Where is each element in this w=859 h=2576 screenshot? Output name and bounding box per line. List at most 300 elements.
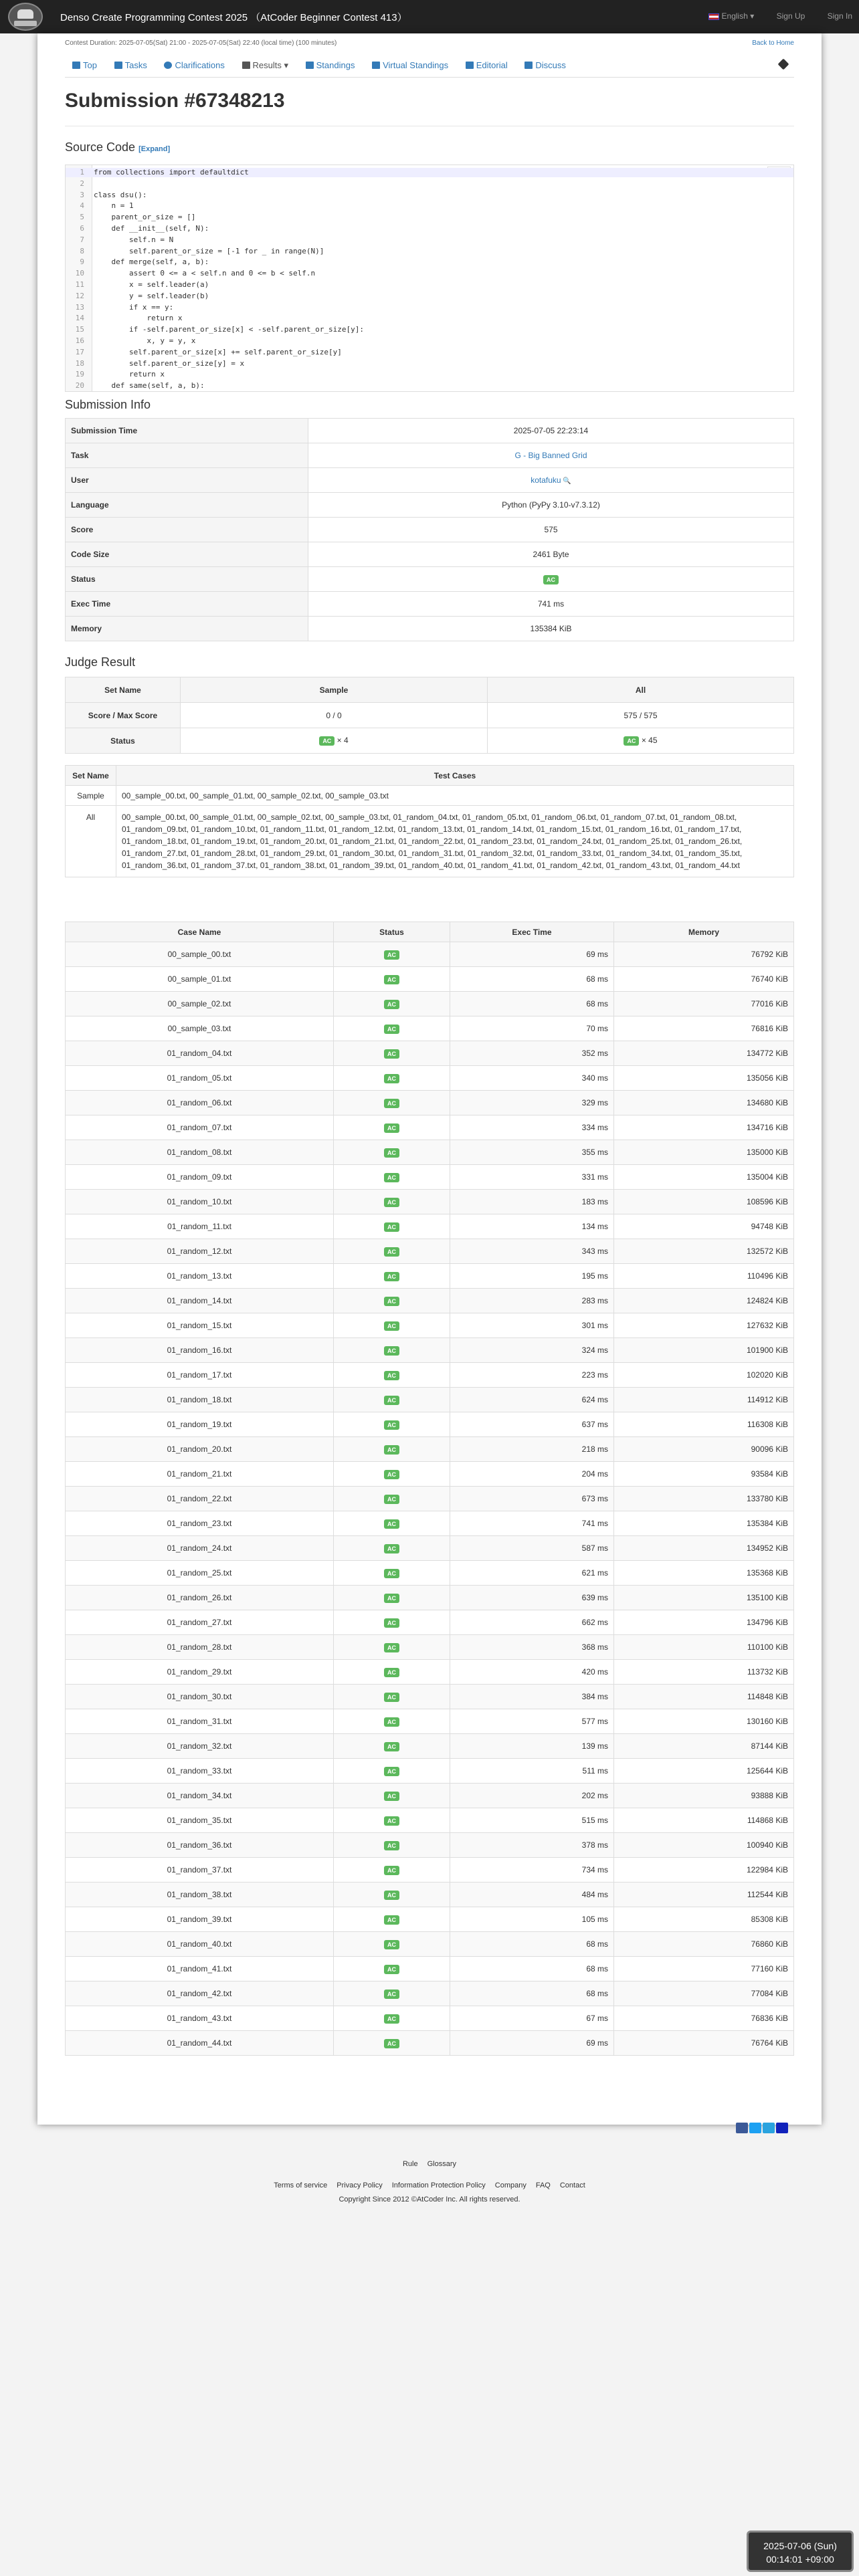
case-exec-time: 741 ms — [450, 1511, 614, 1536]
case-memory: 127632 KiB — [614, 1313, 794, 1338]
case-status — [334, 1586, 450, 1610]
source-code-block[interactable] — [65, 165, 794, 392]
home-icon — [72, 62, 80, 69]
case-name: 01_random_09.txt — [66, 1165, 334, 1190]
case-memory: 94748 KiB — [614, 1214, 794, 1239]
case-exec-time: 340 ms — [450, 1066, 614, 1091]
table-row — [66, 992, 794, 1016]
case-exec-time: 624 ms — [450, 1388, 614, 1412]
code-line — [66, 257, 793, 267]
back-to-home-link[interactable]: Back to Home — [752, 39, 794, 47]
table-row — [66, 1610, 794, 1635]
code-line — [66, 247, 793, 256]
case-status — [334, 1437, 450, 1462]
line-number: 20 — [75, 381, 84, 391]
info-value: 741 ms — [308, 592, 794, 617]
ac-badge: AC — [384, 1569, 399, 1578]
line-number: 5 — [80, 213, 84, 222]
case-name: 01_random_35.txt — [66, 1808, 334, 1833]
case-name: 01_random_17.txt — [66, 1363, 334, 1388]
fixed-clock — [747, 2531, 854, 2572]
ac-badge: AC — [384, 1049, 399, 1059]
user-link[interactable]: kotafuku — [531, 475, 561, 485]
footer-link[interactable]: FAQ — [535, 2181, 551, 2189]
case-memory: 116308 KiB — [614, 1412, 794, 1437]
case-status — [334, 1041, 450, 1066]
case-exec-time: 283 ms — [450, 1289, 614, 1313]
clock-date: 2025-07-06 (Sun) — [763, 2541, 837, 2551]
case-exec-time: 68 ms — [450, 1957, 614, 1981]
code-line — [66, 224, 793, 233]
line-number: 17 — [75, 347, 84, 356]
case-memory: 134772 KiB — [614, 1041, 794, 1066]
table-row — [66, 1487, 794, 1511]
tab-results[interactable]: Results ▾ — [235, 53, 296, 78]
case-exec-time: 334 ms — [450, 1115, 614, 1140]
case-exec-time: 68 ms — [450, 1981, 614, 2006]
table-row — [66, 1833, 794, 1858]
table-row — [66, 542, 794, 567]
ac-badge: AC — [384, 1940, 399, 1949]
case-name: 01_random_06.txt — [66, 1091, 334, 1115]
case-exec-time: 67 ms — [450, 2006, 614, 2031]
table-row — [66, 1561, 794, 1586]
case-status — [334, 1833, 450, 1858]
table-row — [66, 617, 794, 641]
ac-badge: AC — [384, 1544, 399, 1553]
ac-badge: AC — [384, 1742, 399, 1751]
ac-badge: AC — [543, 575, 559, 584]
results-icon — [242, 62, 250, 69]
ac-badge: AC — [384, 1074, 399, 1083]
sets-header-name: Set Name — [66, 766, 116, 786]
case-memory: 134796 KiB — [614, 1610, 794, 1635]
case-name: 01_random_39.txt — [66, 1907, 334, 1932]
table-row — [66, 922, 794, 942]
table-row — [66, 1660, 794, 1685]
case-status — [334, 1338, 450, 1363]
line-number: 7 — [80, 235, 84, 244]
table-row — [66, 942, 794, 967]
case-status — [334, 1462, 450, 1487]
case-status — [334, 1115, 450, 1140]
score-all: 575 / 575 — [488, 703, 794, 728]
page-title: Submission #67348213 — [65, 90, 285, 112]
info-value: 2025-07-05 22:23:14 — [308, 419, 794, 443]
code-text: return x — [94, 370, 165, 379]
case-status — [334, 992, 450, 1016]
case-memory: 76764 KiB — [614, 2031, 794, 2056]
case-name: 01_random_33.txt — [66, 1759, 334, 1784]
table-row — [66, 1734, 794, 1759]
code-line — [66, 280, 793, 290]
search-icon[interactable]: 🔍 — [561, 477, 571, 485]
top-right-menu — [688, 11, 852, 21]
tab-standings[interactable]: Standings — [298, 53, 363, 78]
case-memory: 114868 KiB — [614, 1808, 794, 1833]
case-memory: 102020 KiB — [614, 1363, 794, 1388]
ac-badge: AC — [384, 1198, 399, 1207]
ac-badge: AC — [384, 1173, 399, 1182]
table-row — [66, 1140, 794, 1165]
footer-link[interactable]: Rule — [402, 2160, 418, 2168]
case-status — [334, 1685, 450, 1709]
table-row — [66, 1016, 794, 1041]
case-exec-time: 68 ms — [450, 967, 614, 992]
case-status — [334, 1239, 450, 1264]
facebook-icon[interactable] — [736, 2123, 748, 2133]
table-row — [66, 1536, 794, 1561]
table-row — [66, 1388, 794, 1412]
case-exec-time: 577 ms — [450, 1709, 614, 1734]
case-memory: 114848 KiB — [614, 1685, 794, 1709]
table-row — [66, 1190, 794, 1214]
ac-badge: AC — [384, 1792, 399, 1801]
case-exec-time: 352 ms — [450, 1041, 614, 1066]
line-number: 9 — [80, 257, 84, 267]
ac-badge: AC — [384, 1693, 399, 1702]
source-code-heading: Source Code [Expand] — [65, 140, 171, 154]
code-text: assert 0 <= a < self.n and 0 <= b < self.n — [94, 269, 316, 278]
case-exec-time: 384 ms — [450, 1685, 614, 1709]
case-memory: 134716 KiB — [614, 1115, 794, 1140]
case-exec-time: 420 ms — [450, 1660, 614, 1685]
ac-badge: AC — [384, 1618, 399, 1628]
case-memory: 133780 KiB — [614, 1487, 794, 1511]
table-row — [66, 1239, 794, 1264]
code-line — [66, 292, 793, 301]
line-number: 11 — [75, 280, 84, 289]
line-number: 12 — [75, 291, 84, 300]
table-row — [66, 1338, 794, 1363]
case-memory: 124824 KiB — [614, 1289, 794, 1313]
code-text: parent_or_size = [] — [94, 213, 196, 222]
tab-tasks[interactable]: Tasks — [107, 53, 155, 78]
table-row — [66, 967, 794, 992]
cases-header: Exec Time — [450, 922, 614, 942]
twitter-icon[interactable] — [749, 2123, 761, 2133]
code-line — [66, 325, 793, 334]
ac-badge: AC — [384, 1123, 399, 1133]
code-text: return x — [94, 314, 183, 323]
list-icon — [114, 62, 122, 69]
case-exec-time: 484 ms — [450, 1883, 614, 1907]
code-line — [66, 381, 793, 391]
table-row — [66, 1759, 794, 1784]
expand-link[interactable]: [Expand] — [138, 145, 171, 153]
test-cases-table — [65, 922, 794, 2056]
submission-info-table — [65, 418, 794, 641]
signin-link[interactable]: Sign In — [827, 11, 852, 21]
line-number: 15 — [75, 325, 84, 334]
telegram-icon[interactable] — [763, 2123, 775, 2133]
code-text: x, y = y, x — [94, 336, 196, 345]
case-memory: 77084 KiB — [614, 1981, 794, 2006]
case-status — [334, 1536, 450, 1561]
info-label: Task — [66, 443, 308, 468]
table-row — [66, 1635, 794, 1660]
case-name: 01_random_25.txt — [66, 1561, 334, 1586]
case-exec-time: 69 ms — [450, 942, 614, 967]
case-name: 00_sample_02.txt — [66, 992, 334, 1016]
code-text: class dsu(): — [94, 190, 147, 199]
case-status — [334, 1066, 450, 1091]
line-number: 8 — [80, 246, 84, 255]
pin-icon[interactable] — [778, 59, 789, 70]
ac-badge: AC — [384, 975, 399, 984]
case-memory: 113732 KiB — [614, 1660, 794, 1685]
tab-editorial[interactable]: Editorial — [458, 53, 515, 78]
case-status — [334, 942, 450, 967]
footer-link[interactable]: Contact — [559, 2181, 585, 2189]
ac-badge: AC — [384, 1816, 399, 1826]
case-exec-time: 70 ms — [450, 1016, 614, 1041]
case-exec-time: 734 ms — [450, 1858, 614, 1883]
case-exec-time: 621 ms — [450, 1561, 614, 1586]
info-value: Python (PyPy 3.10-v7.3.12) — [308, 493, 794, 518]
case-exec-time: 195 ms — [450, 1264, 614, 1289]
line-number: 10 — [75, 269, 84, 278]
table-row — [66, 1808, 794, 1833]
sort-icon — [372, 62, 380, 69]
judge-result-table — [65, 677, 794, 754]
table-row — [66, 1981, 794, 2006]
ac-badge: AC — [384, 1841, 399, 1850]
case-status — [334, 1561, 450, 1586]
code-text: y = self.leader(b) — [94, 291, 209, 300]
judge-header-sample: Sample — [181, 677, 488, 703]
code-text: self.parent_or_size[x] += self.parent_or_size[y] — [94, 347, 342, 356]
footer-link[interactable]: Company — [494, 2181, 527, 2189]
case-name: 01_random_31.txt — [66, 1709, 334, 1734]
table-row — [66, 1709, 794, 1734]
tab-discuss[interactable]: Discuss — [517, 53, 573, 78]
table-row — [66, 2006, 794, 2031]
table-row — [66, 1784, 794, 1808]
tab-clarifications[interactable]: Clarifications — [157, 53, 231, 78]
signup-link[interactable]: Sign Up — [776, 11, 805, 21]
case-memory: 85308 KiB — [614, 1907, 794, 1932]
info-link — [308, 443, 794, 468]
line-number: 4 — [80, 201, 84, 211]
case-name: 01_random_08.txt — [66, 1140, 334, 1165]
case-memory: 122984 KiB — [614, 1858, 794, 1883]
table-row — [66, 1363, 794, 1388]
ac-badge: AC — [384, 1594, 399, 1603]
case-status — [334, 1016, 450, 1041]
case-name: 01_random_44.txt — [66, 2031, 334, 2056]
code-text: x = self.leader(a) — [94, 280, 209, 289]
ac-badge: AC — [384, 1420, 399, 1430]
code-line — [66, 179, 793, 189]
case-name: 01_random_20.txt — [66, 1437, 334, 1462]
case-name: 01_random_07.txt — [66, 1115, 334, 1140]
table-row — [66, 1883, 794, 1907]
question-icon — [164, 62, 172, 69]
table-row — [66, 1462, 794, 1487]
line-number: 1 — [80, 168, 84, 177]
case-memory: 134952 KiB — [614, 1536, 794, 1561]
ac-badge: AC — [384, 1891, 399, 1900]
case-status — [334, 1610, 450, 1635]
line-number: 18 — [75, 358, 84, 368]
table-row — [66, 468, 794, 493]
case-exec-time: 218 ms — [450, 1437, 614, 1462]
table-row — [66, 592, 794, 617]
case-memory: 130160 KiB — [614, 1709, 794, 1734]
table-row — [66, 518, 794, 542]
footer-link[interactable]: Privacy Policy — [337, 2181, 383, 2189]
case-name: 00_sample_01.txt — [66, 967, 334, 992]
case-name: 01_random_28.txt — [66, 1635, 334, 1660]
sort-icon — [306, 62, 314, 69]
case-name: 01_random_43.txt — [66, 2006, 334, 2031]
case-memory: 76792 KiB — [614, 942, 794, 967]
case-name: 01_random_11.txt — [66, 1214, 334, 1239]
case-name: 01_random_42.txt — [66, 1981, 334, 2006]
set-name: All — [66, 806, 116, 877]
task-link[interactable]: G - Big Banned Grid — [514, 451, 587, 460]
case-status — [334, 1759, 450, 1784]
case-name: 01_random_41.txt — [66, 1957, 334, 1981]
table-row — [66, 766, 794, 786]
code-text: self.parent_or_size[y] = x — [94, 358, 245, 368]
ac-badge: AC — [384, 1668, 399, 1677]
tab-virtual-standings[interactable]: Virtual Standings — [365, 53, 456, 78]
case-memory: 108596 KiB — [614, 1190, 794, 1214]
test-sets-table — [65, 765, 794, 877]
case-name: 01_random_36.txt — [66, 1833, 334, 1858]
case-exec-time: 134 ms — [450, 1214, 614, 1239]
case-memory: 87144 KiB — [614, 1734, 794, 1759]
line-number: 2 — [80, 179, 84, 188]
case-name: 01_random_05.txt — [66, 1066, 334, 1091]
case-exec-time: 587 ms — [450, 1536, 614, 1561]
case-memory: 112544 KiB — [614, 1883, 794, 1907]
case-name: 01_random_34.txt — [66, 1784, 334, 1808]
footer-link[interactable]: Terms of service — [274, 2181, 328, 2189]
code-line — [66, 213, 793, 222]
info-label: Memory — [66, 617, 308, 641]
case-name: 01_random_04.txt — [66, 1041, 334, 1066]
info-label: Exec Time — [66, 592, 308, 617]
share-buttons — [735, 2123, 795, 2133]
footer-link[interactable]: Information Protection Policy — [391, 2181, 486, 2189]
case-name: 01_random_21.txt — [66, 1462, 334, 1487]
copyright: Copyright Since 2012 ©AtCoder Inc. All rights reserved. — [339, 2195, 520, 2204]
case-status — [334, 1907, 450, 1932]
table-row — [66, 1511, 794, 1536]
case-status — [334, 1784, 450, 1808]
case-exec-time: 331 ms — [450, 1165, 614, 1190]
case-status — [334, 1883, 450, 1907]
case-exec-time: 329 ms — [450, 1091, 614, 1115]
case-memory: 110100 KiB — [614, 1635, 794, 1660]
code-line — [66, 348, 793, 357]
tab-top[interactable]: Top — [65, 53, 104, 78]
case-name: 01_random_10.txt — [66, 1190, 334, 1214]
code-text: def __init__(self, N): — [94, 224, 209, 233]
table-row — [66, 2031, 794, 2056]
case-status — [334, 1388, 450, 1412]
ac-badge: AC — [384, 1000, 399, 1009]
code-line — [66, 314, 793, 323]
ac-badge: AC — [384, 2039, 399, 2048]
code-line — [66, 303, 793, 312]
comment-icon — [524, 62, 533, 69]
ac-badge: AC — [384, 1222, 399, 1232]
case-name: 01_random_38.txt — [66, 1883, 334, 1907]
table-row — [66, 1932, 794, 1957]
case-exec-time: 343 ms — [450, 1239, 614, 1264]
case-exec-time: 202 ms — [450, 1784, 614, 1808]
case-memory: 135368 KiB — [614, 1561, 794, 1586]
atcoder-logo[interactable] — [8, 3, 43, 31]
case-exec-time: 105 ms — [450, 1907, 614, 1932]
score-label: Score / Max Score — [66, 703, 181, 728]
ac-badge: AC — [384, 1025, 399, 1034]
case-status — [334, 1289, 450, 1313]
case-name: 01_random_29.txt — [66, 1660, 334, 1685]
code-text: n = 1 — [94, 201, 134, 211]
table-row — [66, 786, 794, 806]
case-memory: 77016 KiB — [614, 992, 794, 1016]
code-line — [66, 370, 793, 379]
ac-badge: AC — [384, 2014, 399, 2024]
ac-badge: AC — [384, 1717, 399, 1727]
info-value: 2461 Byte — [308, 542, 794, 567]
language-dropdown[interactable]: English ▾ — [708, 11, 755, 21]
table-row — [66, 567, 794, 592]
case-memory: 135000 KiB — [614, 1140, 794, 1165]
case-name: 01_random_30.txt — [66, 1685, 334, 1709]
ac-badge: AC — [384, 950, 399, 960]
code-line — [66, 269, 793, 278]
case-memory: 76816 KiB — [614, 1016, 794, 1041]
case-name: 01_random_32.txt — [66, 1734, 334, 1759]
info-label: Score — [66, 518, 308, 542]
footer-link[interactable]: Glossary — [427, 2160, 457, 2168]
table-row — [66, 1957, 794, 1981]
table-row — [66, 1066, 794, 1091]
case-exec-time: 69 ms — [450, 2031, 614, 2056]
contest-title-link[interactable]: Denso Create Programming Contest 2025 （AtCoder Beginner Contest 413） — [60, 12, 407, 23]
case-memory: 135384 KiB — [614, 1511, 794, 1536]
score-sample: 0 / 0 — [181, 703, 488, 728]
case-name: 01_random_40.txt — [66, 1932, 334, 1957]
ac-badge: AC — [384, 1099, 399, 1108]
table-row — [66, 728, 794, 754]
case-memory: 93888 KiB — [614, 1784, 794, 1808]
case-exec-time: 662 ms — [450, 1610, 614, 1635]
contest-duration: Contest Duration: 2025-07-05(Sat) 21:00 - 2025-07-05(Sat) 22:40 (local time) (100 minutes) — [65, 39, 337, 47]
case-memory: 77160 KiB — [614, 1957, 794, 1981]
code-line — [66, 168, 793, 177]
share-plus-icon[interactable] — [776, 2123, 788, 2133]
ac-badge: AC — [384, 1866, 399, 1875]
ac-badge: AC — [384, 1767, 399, 1776]
case-status — [334, 1190, 450, 1214]
info-label: Language — [66, 493, 308, 518]
info-label: Submission Time — [66, 419, 308, 443]
status-all: AC × 45 — [488, 728, 794, 754]
case-status — [334, 1660, 450, 1685]
table-row — [66, 1437, 794, 1462]
table-row — [66, 1858, 794, 1883]
table-row — [66, 1264, 794, 1289]
table-row — [66, 703, 794, 728]
case-exec-time: 368 ms — [450, 1635, 614, 1660]
